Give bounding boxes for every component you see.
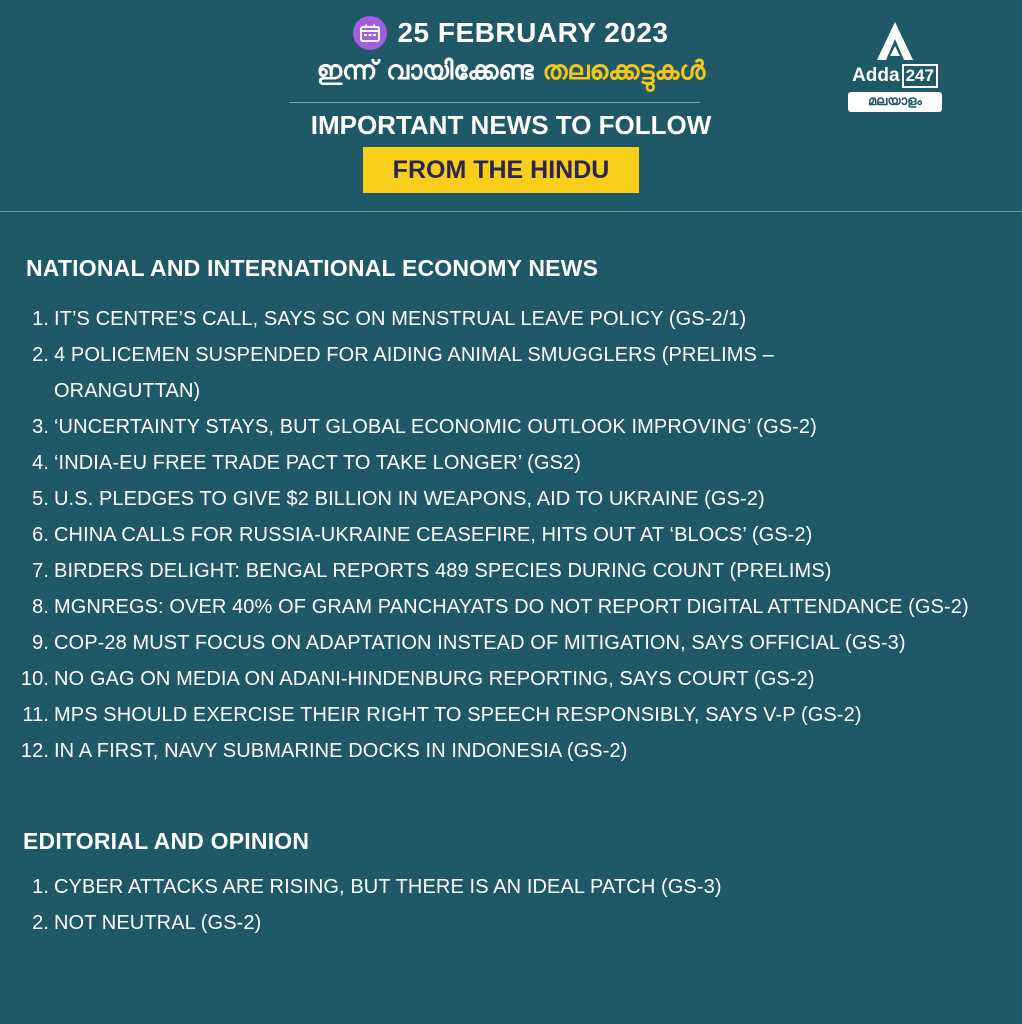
- section-title-economy: NATIONAL AND INTERNATIONAL ECONOMY NEWS: [26, 255, 599, 281]
- item-number: 1.: [32, 876, 49, 898]
- item-number: 12.: [20, 740, 49, 762]
- header-divider: [290, 102, 700, 103]
- item-text: ‘UNCERTAINTY STAYS, BUT GLOBAL ECONOMIC OUTLOOK IMPROVING’ (GS-2): [54, 416, 817, 438]
- malayalam-title-part1: ഇന്ന് വായിക്കേണ്ട: [316, 56, 534, 86]
- item-number: 6.: [32, 524, 49, 546]
- logo-word: [840, 64, 950, 88]
- item-number: 2.: [32, 912, 49, 934]
- list-item: [0, 553, 1010, 589]
- item-number: 9.: [32, 632, 49, 654]
- adda247-logo: [840, 22, 950, 114]
- item-text: COP-28 MUST FOCUS ON ADAPTATION INSTEAD OF MITIGATION, SAYS OFFICIAL (GS-3): [54, 632, 906, 654]
- logo-a-icon: [877, 22, 913, 60]
- item-text: IN A FIRST, NAVY SUBMARINE DOCKS IN INDONESIA (GS-2): [54, 740, 628, 762]
- list-item: [0, 589, 990, 625]
- item-text: ‘INDIA-EU FREE TRADE PACT TO TAKE LONGER’ (GS2): [54, 452, 582, 474]
- date: 25 FEBRUARY 2023: [397, 17, 669, 48]
- source-badge: FROM THE HINDU: [363, 147, 639, 193]
- item-number: 10.: [20, 668, 49, 690]
- list-item: [0, 733, 1010, 769]
- list-item: [0, 409, 1010, 445]
- list-item: [0, 337, 860, 409]
- logo-subtitle: മലയാളം: [848, 92, 942, 112]
- item-text: NO GAG ON MEDIA ON ADANI-HINDENBURG REPORTING, SAYS COURT (GS-2): [54, 668, 815, 690]
- logo-number: 247: [902, 64, 938, 88]
- item-text: U.S. PLEDGES TO GIVE $2 BILLION IN WEAPONS, AID TO UKRAINE (GS-2): [54, 488, 765, 510]
- list-item: [0, 625, 1010, 661]
- list-item: [0, 301, 1010, 337]
- item-text: IT’S CENTRE’S CALL, SAYS SC ON MENSTRUAL LEAVE POLICY (GS-2/1): [54, 308, 747, 330]
- item-text: 4 POLICEMEN SUSPENDED FOR AIDING ANIMAL SMUGGLERS (PRELIMS – ORANGUTTAN): [54, 344, 774, 402]
- list-item: [0, 445, 1010, 481]
- calendar-icon: [353, 16, 387, 50]
- list-item: [0, 517, 1010, 553]
- editorial-list: [0, 869, 1010, 941]
- subtitle: IMPORTANT NEWS TO FOLLOW: [310, 110, 712, 140]
- item-text: BIRDERS DELIGHT: BENGAL REPORTS 489 SPECIES DURING COUNT (PRELIMS): [54, 560, 832, 582]
- section-title-editorial: EDITORIAL AND OPINION: [23, 828, 310, 854]
- item-number: 8.: [32, 596, 49, 618]
- item-text: NOT NEUTRAL (GS-2): [54, 912, 262, 934]
- header: [0, 0, 1022, 212]
- item-text: MPS SHOULD EXERCISE THEIR RIGHT TO SPEECH RESPONSIBLY, SAYS V-P (GS-2): [54, 704, 862, 726]
- item-number: 3.: [32, 416, 49, 438]
- item-number: 11.: [22, 704, 49, 726]
- item-text: MGNREGS: OVER 40% OF GRAM PANCHAYATS DO NOT REPORT DIGITAL ATTENDANCE (GS-2): [54, 596, 969, 618]
- item-number: 4.: [32, 452, 49, 474]
- logo-word-text: Adda: [852, 65, 900, 86]
- item-number: 7.: [32, 560, 49, 582]
- list-item: [0, 869, 1010, 905]
- item-text: CHINA CALLS FOR RUSSIA-UKRAINE CEASEFIRE, HITS OUT AT ‘BLOCS’ (GS-2): [54, 524, 813, 546]
- list-item: [0, 481, 1010, 517]
- item-text: CYBER ATTACKS ARE RISING, BUT THERE IS AN IDEAL PATCH (GS-3): [54, 876, 722, 898]
- list-item: [0, 905, 1010, 941]
- list-item: [0, 661, 1010, 697]
- item-number: 5.: [32, 488, 49, 510]
- economy-news-list: [0, 301, 1010, 769]
- item-number: 1.: [32, 308, 49, 330]
- header-bottom-rule: [0, 211, 1022, 212]
- item-number: 2.: [32, 344, 49, 366]
- list-item: [0, 697, 1010, 733]
- malayalam-title-part2: തലക്കെട്ടുകൾ: [542, 56, 706, 86]
